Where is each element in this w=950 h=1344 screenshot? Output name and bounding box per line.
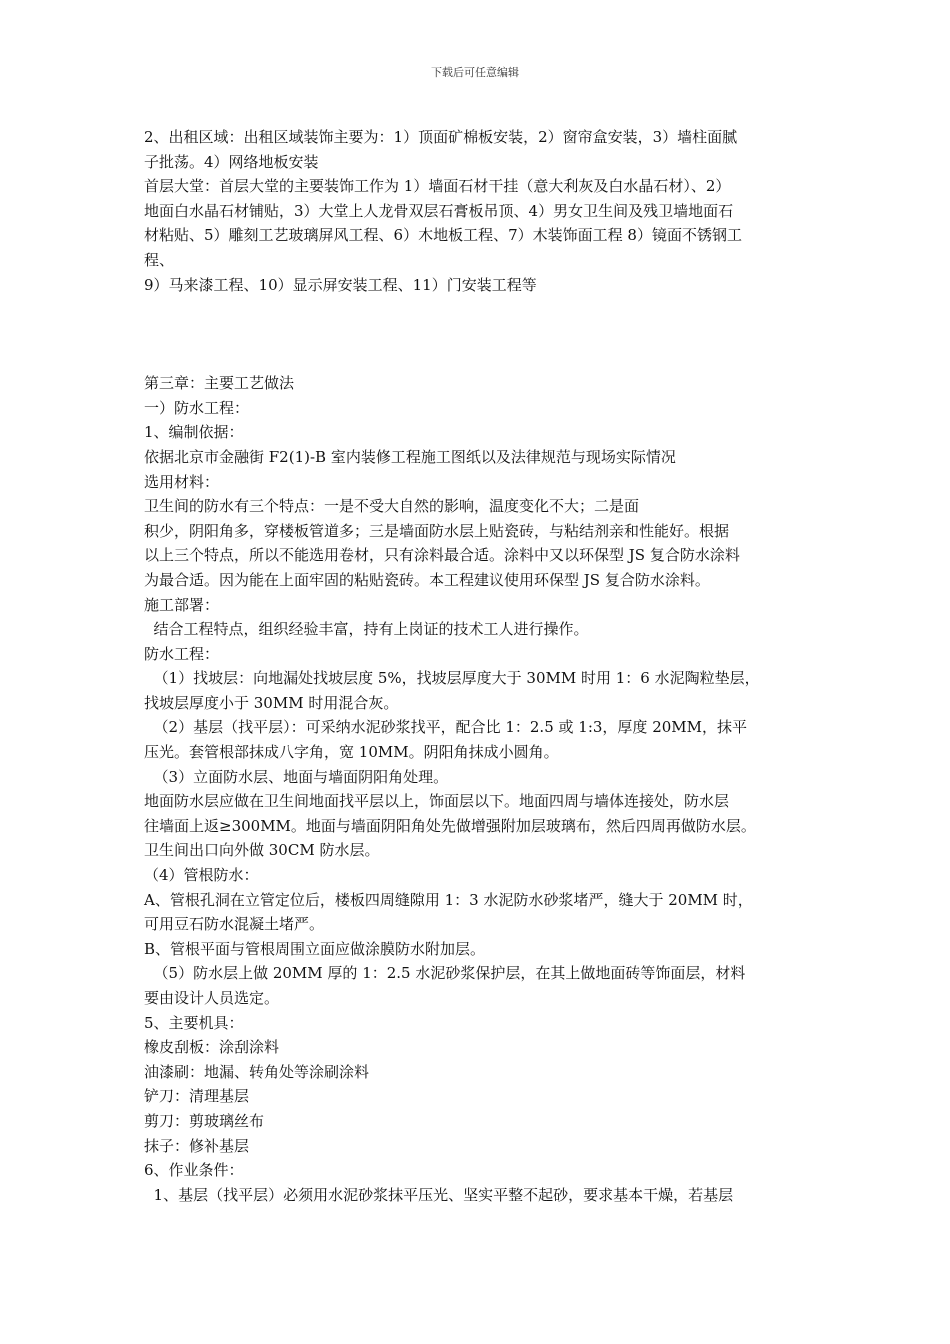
paragraph-line: 依据北京市金融街 F2(1)-B 室内装修工程施工图纸以及法律规范与现场实际情况 (144, 447, 676, 466)
document-body (144, 125, 824, 1207)
paragraph-line: 铲刀：清理基层 (144, 1087, 250, 1106)
paragraph-line: （5）防水层上做 20MM 厚的 1：2.5 水泥砂浆保护层，在其上做地面砖等饰面层，材料 (144, 964, 746, 983)
paragraph-line: 要由设计人员选定。 (144, 989, 280, 1007)
paragraph-line: 2、出租区域：出租区域装饰主要为：1）顶面矿棉板安装，2）窗帘盒安装，3）墙柱面腻 (144, 128, 738, 146)
paragraph-line: 为最合适。因为能在上面牢固的粘贴瓷砖。本工程建议使用环保型 JS 复合防水涂料。 (144, 570, 710, 589)
paragraph-line: 选用材料： (144, 472, 220, 491)
paragraph-line: 剪刀：剪玻璃丝布 (144, 1111, 265, 1130)
paragraph-line: （1）找坡层：向地漏处找坡层度 5%，找坡层厚度大于 30MM 时用 1：6 水泥陶粒垫层， (144, 669, 760, 688)
paragraph-line: 往墙面上返≥300MM。地面与墙面阴阳角处先做增强附加层玻璃布，然后四周再做防水层。 (144, 816, 756, 835)
section-spacer (144, 297, 824, 371)
paragraph-line: 积少，阴阳角多，穿楼板管道多；三是墙面防水层上贴瓷砖，与粘结剂亲和性能好。根据 (144, 521, 730, 540)
paragraph-line: 结合工程特点，组织经验丰富，持有上岗证的技术工人进行操作。 (144, 620, 589, 639)
paragraph-line: 地面防水层应做在卫生间地面找平层以上，饰面层以下。地面四周与墙体连接处，防水层 (144, 792, 730, 811)
paragraph-line: 橡皮刮板：涂刮涂料 (144, 1038, 280, 1057)
paragraph-line: （4）管根防水： (144, 866, 259, 885)
page-header: 下载后可任意编辑 (431, 66, 519, 79)
paragraph-line: （2）基层（找平层）：可采纳水泥砂浆找平，配合比 1：2.5 或 1:3，厚度 20MM，抹平 (144, 718, 747, 737)
paragraph-line: 材粘贴、5）雕刻工艺玻璃屏风工程、6）木地板工程、7）木装饰面工程 8）镜面不锈钢工 (144, 226, 742, 245)
chapter-heading: 第三章：主要工艺做法 (144, 374, 295, 393)
paragraph-line: 子批荡。4）网络地板安装 (144, 152, 319, 171)
paragraph-line: A、管根孔洞在立管定位后，楼板四周缝隙用 1：3 水泥防水砂浆堵严，缝大于 20MM 时， (144, 890, 753, 909)
paragraph-line: 5、主要机具： (144, 1013, 244, 1032)
paragraph-line: 压光。套管根部抹成八字角，宽 10MM。阴阳角抹成小圆角。 (144, 743, 559, 762)
paragraph-line: 6、作业条件： (144, 1161, 244, 1180)
paragraph-line: 卫生间出口向外做 30CM 防水层。 (144, 841, 380, 860)
paragraph-line: 首层大堂：首层大堂的主要装饰工作为 1）墙面石材干挂（意大利灰及白水晶石材）、2） (144, 177, 731, 196)
paragraph-line: 找坡层厚度小于 30MM 时用混合灰。 (144, 693, 399, 712)
paragraph-line: 以上三个特点，所以不能选用卷材，只有涂料最合适。涂料中又以环保型 JS 复合防水涂料 (144, 546, 740, 565)
paragraph-line: 施工部署： (144, 595, 220, 614)
section-heading: 一）防水工程： (144, 398, 250, 417)
paragraph-line: 1、编制依据： (144, 423, 244, 442)
paragraph-line: 防水工程： (144, 644, 220, 663)
paragraph-line: 抹子：修补基层 (144, 1136, 250, 1155)
paragraph-line: 1、基层（找平层）必须用水泥砂浆抹平压光、坚实平整不起砂，要求基本干燥，若基层 (144, 1185, 734, 1204)
paragraph-line: 卫生间的防水有三个特点：一是不受大自然的影响，温度变化不大；二是面 (144, 497, 640, 516)
paragraph-line: 9）马来漆工程、10）显示屏安装工程、11）门安装工程等 (144, 275, 537, 294)
paragraph-line: 可用豆石防水混凝土堵严。 (144, 915, 325, 934)
paragraph-line: 地面白水晶石材铺贴，3）大堂上人龙骨双层石膏板吊顶、4）男女卫生间及残卫墙地面石 (144, 201, 734, 220)
paragraph-line: 程、 (144, 250, 175, 269)
paragraph-line: （3）立面防水层、地面与墙面阴阳角处理。 (144, 767, 449, 786)
paragraph-line: B、管根平面与管根周围立面应做涂膜防水附加层。 (144, 939, 486, 958)
paragraph-line: 油漆刷：地漏、转角处等涂刷涂料 (144, 1062, 370, 1081)
